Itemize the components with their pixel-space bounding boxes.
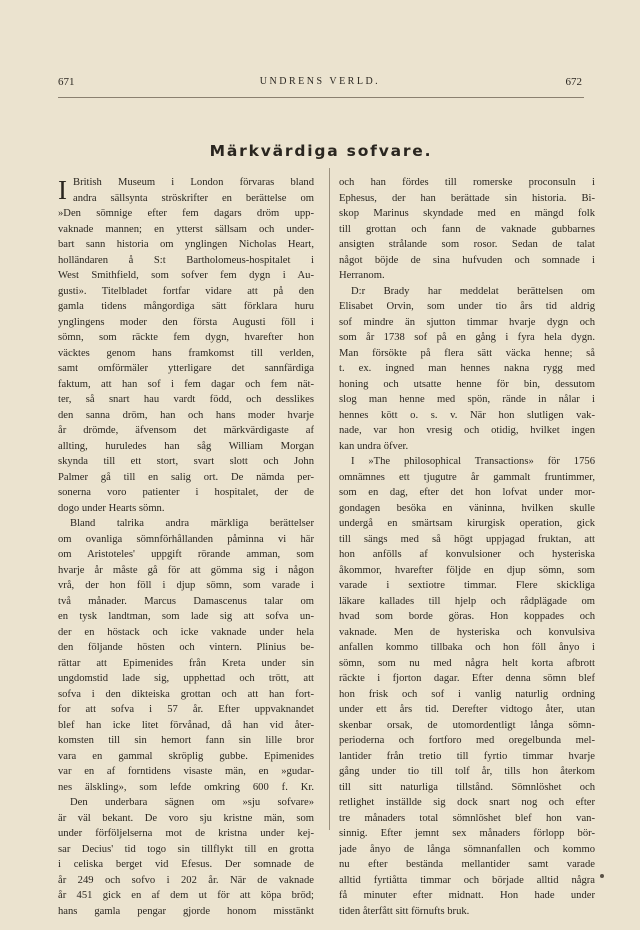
right-column: [339, 175, 595, 919]
text-line: omnämnes ett tjugutre år gammalt fruntimmer,: [339, 471, 595, 483]
text-line: åkommor, hvarefter följde en djup sömn, som: [339, 564, 595, 576]
text-line: D:r Brady har meddelat berättelsen om: [351, 285, 595, 297]
text-line: räckte i fjorton dagar. Efter denna sömn blef: [339, 673, 595, 684]
text-line: hans gamla pengar gjorde honom misstänkt: [58, 905, 314, 917]
paper-spot: [600, 874, 604, 878]
text-line: rättar att Epimenides från Kreta under sin: [58, 657, 314, 669]
text-line: läkare kallades till hjelp och rådplägade om: [339, 595, 595, 607]
text-line: slog man henne med spön, rände in nålar i: [339, 394, 595, 405]
text-line: nes älskling», som lefde omkring 600 f. Kr.: [58, 781, 314, 793]
text-line: hennes kött o. s. v. När hon slutligen vak-: [339, 409, 595, 421]
text-line: sömn, som räckte fem dygn, hvarefter hon: [58, 332, 314, 343]
text-line: Herranom.: [339, 270, 385, 281]
text-line: undergå en smärtsam kirurgisk operation, gick: [339, 518, 595, 529]
text-line: vara en gammal skröplig gubbe. Epimenides: [58, 750, 314, 762]
text-line: få minuter efter midnatt. Hon hade under: [339, 890, 595, 901]
column-divider: [329, 168, 330, 830]
text-line: nu efter bestända mellantider samt varade: [339, 859, 595, 870]
text-line: som år 1738 sof på en gång i fyra hela dygn.: [339, 332, 595, 343]
text-line: varade i sextiotre timmar. Flere skickliga: [339, 580, 595, 591]
text-line: till grottan och fann de vaknade gubbarnes: [339, 223, 595, 235]
text-line: gusti». Titelbladet fortfar vidare att på den: [58, 285, 314, 297]
text-line: ynglingens moder den första Augusti föll i: [58, 316, 314, 328]
text-line: hvad som borde göras. Hon koppades och: [339, 611, 595, 622]
text-line: tre månaders total sömnlöshet blef hon van-: [339, 812, 595, 824]
page-number-left: 671: [58, 76, 75, 88]
article-title: Märkvärdiga sofvare.: [209, 142, 433, 160]
text-line: sömn, som nu med några helt korta afbrott: [339, 657, 595, 669]
text-line: sinnig. Efter jemnt sex månaders förlopp bör-: [339, 828, 595, 839]
text-line: Man försökte på flera sätt väcka henne; så: [339, 347, 595, 359]
text-line: skynda till ett stort, svart slott och John: [58, 456, 314, 467]
text-line: skop Marinus skyndade med en mängd folk: [339, 208, 595, 219]
text-line: som en dag, efter det hon lofvat under mor-: [339, 487, 595, 498]
text-line: gamla tidens mångordiga sätt förklara huru: [58, 301, 314, 312]
text-line: är väl bekant. De voro sju kristne män, som: [58, 812, 314, 824]
text-line: faktum, att han sof i fem dagar och fem nät-: [58, 378, 314, 390]
text-line: under förföljelserna mot de kristna under kej-: [58, 828, 314, 839]
text-line: under ett års tid. Derefter vidtogo åter, utan: [339, 704, 595, 715]
text-line: Palmer gå till en salig ort. De nämda per-: [58, 471, 314, 483]
header-rule: [58, 97, 584, 98]
text-line: sofva i den dikteiska grottan och att han fort-: [58, 688, 314, 700]
text-line: I »The philosophical Transactions» för 1756: [351, 456, 595, 467]
text-line: Elisabet Orvin, som under tio års tid aldrig: [339, 301, 595, 312]
text-line: t. ex. ingned man hennes nakna rygg med: [339, 363, 595, 374]
text-line: ter, så snart hau vardt född, och desslikes: [58, 394, 314, 405]
text-line: vaknade mannen; en ytterst sällsam och under-: [58, 223, 314, 235]
text-line: väcktes genom hans framkomst till verlden,: [58, 347, 314, 359]
text-line: vrå, der hon föll i djup sömn, som varade i: [58, 580, 314, 591]
text-line: dogo under Hearts sömn.: [58, 502, 165, 514]
text-line: jade ånyo de långa sömnanfallen och kommo: [339, 843, 595, 855]
text-line: ungdomstid lade sig, upphettad och trött, att: [58, 673, 314, 684]
text-line: vaknade. Men de hysteriska och konvulsiva: [339, 626, 595, 638]
text-line: allting, huruledes han såg William Morgan: [58, 440, 314, 452]
text-line: och han fördes till romerske proconsuln i: [339, 177, 595, 188]
left-column: [58, 175, 314, 919]
text-line: British Museum i London förvaras bland: [73, 177, 314, 188]
text-line: retlighet inställde sig dock snart nog och efter: [339, 797, 595, 808]
text-line: gondagen besöka en väninna, hvilken skulle: [339, 502, 595, 514]
text-line: till sängs med så högt uppjagad fruktan, att: [339, 533, 595, 545]
text-line: hon anfölls af konvulsioner och hysteriska: [339, 549, 595, 560]
text-line: något böjde de sina hufvuden och somnade i: [339, 254, 595, 266]
text-line: den sanna dröm, han och hans moder hvarje: [58, 409, 314, 421]
text-line: i celiska berget vid Efesus. Der somnade de: [58, 859, 314, 870]
running-header: [58, 76, 582, 92]
text-line: år drömde, äfvensom det märkvärdigaste af: [58, 425, 314, 436]
text-line: Den underbara sägnen om »sju sofvare»: [70, 797, 314, 808]
text-line: till sitt naturliga tillstånd. Sömnlöshet och: [339, 781, 595, 793]
text-line: sonerna voro patienter i hospitalet, der de: [58, 487, 314, 498]
text-line: honing och utsatte henne för bin, dessutom: [339, 378, 595, 390]
text-line: komsten till sin hemort fann sin lille bror: [58, 735, 314, 746]
text-line: der en höstack och icke vaknade under hela: [58, 626, 314, 638]
text-line: ansigten strålande som rosor. Sedan de talat: [339, 239, 595, 250]
text-line: Bland talrika andra märkliga berättelser: [70, 518, 314, 529]
page-number-right: 672: [565, 76, 582, 88]
drop-cap: I: [58, 175, 67, 205]
journal-title: UNDRENS VERLD.: [259, 76, 381, 87]
text-line: anfallen kommo tillbaka och hon föll ånyo i: [339, 642, 595, 653]
text-line: West Smithfield, som sofver fem dygn i Au-: [58, 270, 314, 281]
text-line: den följande hösten och vintern. Plinius be-: [58, 642, 314, 653]
text-line: skenbar orsak, de utomordentligt långa sömn-: [339, 719, 595, 731]
text-line: bart sann historia om ynglingen Nicholas Heart,: [58, 239, 314, 250]
text-line: sar Decius' tid togo sin tillflykt till en grotta: [58, 843, 314, 855]
text-line: andra sällsynta ströskrifter en berättelse om: [73, 192, 314, 204]
text-line: lantider från tretio till fyrtio timmar hvarje: [339, 750, 595, 762]
text-line: om ovanliga sömnförhållanden påminna vi här: [58, 533, 314, 545]
text-line: sof mindre än sjutton timmar hvarje dygn och: [339, 316, 595, 328]
text-line: kan undra öfver.: [339, 440, 409, 452]
text-line: om Aristoteles' uppgift rörande amman, som: [58, 549, 314, 560]
text-line: gång under tio till tolf år, tills hon återkom: [339, 766, 595, 777]
text-line: hon frisk och sof i vanlig naturlig ordning: [339, 688, 595, 700]
text-line: holländaren å S:t Bartholomeus-hospitalet i: [58, 254, 314, 266]
text-line: samt omförmäler ytterligare det sannfärdiga: [58, 363, 314, 374]
text-line: hvarje år måste gå för att gömma sig i någon: [58, 564, 314, 576]
text-line: blef han icke litet förvånad, då han vid åter-: [58, 719, 314, 731]
text-line: tiden återfått sitt förnufts bruk.: [339, 905, 470, 917]
text-line: for att sofva i 57 år. Efter uppvaknandet: [58, 704, 314, 715]
text-line: »Den sömnige efter fem dagars dröm upp-: [58, 208, 314, 219]
text-line: år 249 och sofvo i 202 år. När de vaknade: [58, 874, 314, 886]
text-line: år 451 gick en af dem ut för att köpa bröd;: [58, 890, 314, 901]
text-line: Ephesus, der han berättade sin historia. Bi-: [339, 192, 595, 204]
text-line: en tysk landtman, som lade sig att sofva un-: [58, 611, 314, 622]
text-line: två månader. Marcus Damascenus talar om: [58, 595, 314, 607]
text-line: var en af forntidens visaste män, en »gudar-: [58, 766, 314, 777]
text-line: perioderna och fortforo med oregelbunda mel-: [339, 735, 595, 746]
text-line: nade, var hon vresig och otidig, hvilket ingen: [339, 425, 595, 436]
text-line: alltid fyrtiåtta timmar och började alltid några: [339, 874, 595, 886]
